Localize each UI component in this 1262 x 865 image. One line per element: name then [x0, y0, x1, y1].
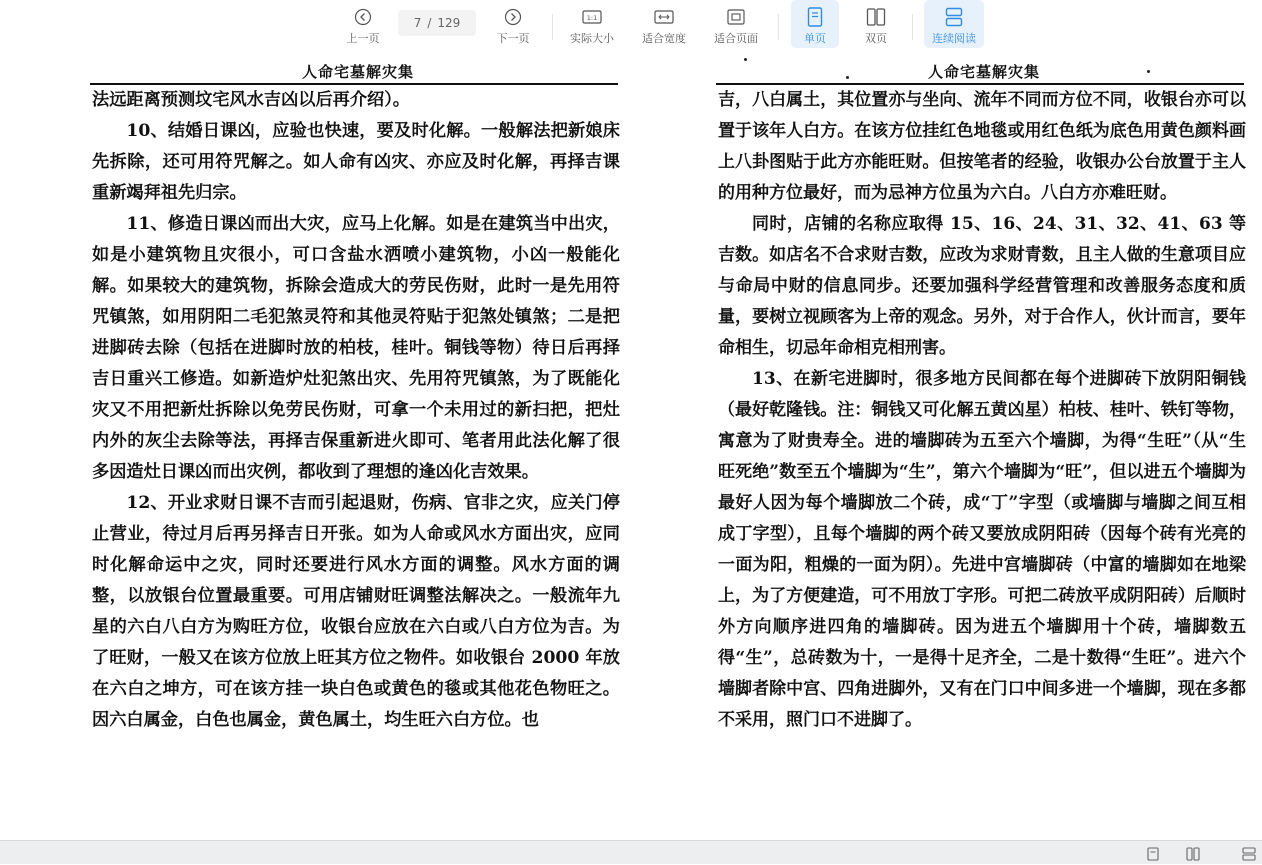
fit-page-button[interactable]	[708, 6, 764, 48]
paragraph: 吉，八白属土，其位置亦与坐向、流年不同而方位不同，收银台亦可以置于该年人白方。在该方位挂红色地毯或用红色纸为底色用黄色颜料画上八卦图贴于此方亦能旺财。但按笔者的经验，收银办公台放置于主人的用种方位最好，而为忌神方位虽为六白。八白方亦难旺财。	[718, 90, 1246, 203]
current-page-number[interactable]: 7	[413, 16, 422, 30]
scan-speck	[744, 58, 747, 61]
paragraph: 12、开业求财日课不吉而引起退财，伤病、官非之灾，应关门停止营业，待过月后再另择吉日开张。如为人命或风水方面出灾，应同时化解命运中之灾，同时还要进行风水方面的调整。风水方面的调整，以放银台位置最重要。可用店铺财旺调整法解决之。一般流年九星的六白八白方为购旺方位，收银台应放在六白或八白方位为吉。为了旺财，一般又在该方位放上旺其方位之物件。如收银台 2000 年放在六白之坤方，可在该方挂一块白色或黄色的毯或其他花色物旺之。因六白属金，白色也属金，黄色属土，均生旺六白方位。也	[92, 493, 620, 730]
toolbar-divider	[778, 14, 779, 40]
prev-page-button[interactable]	[340, 6, 386, 48]
continuous-scroll-icon	[945, 6, 963, 28]
single-page-button[interactable]	[791, 0, 839, 48]
running-header: 人命宅墓解灾集	[301, 63, 414, 81]
page-indicator[interactable]	[398, 10, 476, 36]
actual-size-icon-glyph: 1:1	[586, 14, 598, 22]
scan-speck	[846, 76, 849, 79]
fit-page-label: 适合页面	[714, 32, 758, 45]
toolbar-divider	[912, 14, 913, 40]
page-body	[714, 85, 1254, 736]
total-pages: 129	[437, 16, 461, 30]
double-page-label: 双页	[865, 32, 887, 45]
double-page-mini-icon[interactable]	[1186, 846, 1200, 860]
viewer-toolbar	[0, 0, 1262, 56]
page-separator: /	[427, 16, 432, 30]
document-page-left	[88, 56, 628, 840]
chevron-left-circle-icon	[354, 6, 372, 28]
actual-size-icon	[582, 6, 602, 28]
next-page-label: 下一页	[496, 32, 530, 45]
scan-speck	[1147, 70, 1150, 73]
double-page-icon	[866, 6, 886, 28]
actual-size-label: 实际大小	[570, 32, 614, 45]
prev-page-label: 上一页	[346, 32, 380, 45]
next-page-button[interactable]	[490, 6, 536, 48]
page-body	[88, 85, 628, 736]
paragraph: 11、修造日课凶而出大灾，应马上化解。如是在建筑当中出灾，如是小建筑物且灾很小，可口含盐水洒喷小建筑物，小凶一般能化解。如果较大的建筑物，拆除会造成大的劳民伤财，此时一是先用符咒镇煞，如用阴阳二毛犯煞灵符和其他灵符贴于犯煞处镇煞；二是把进脚砖去除（包括在进脚时放的柏枝，桂叶。铜钱等物）待日后再择吉日重兴工修造。如新造炉灶犯煞出灾、先用符咒镇煞，为了既能化灾又不用把新灶拆除以免劳民伤财，可拿一个未用过的新扫把，把灶内外的灰尘去除等法，再择吉保重新进火即可、笔者用此法化解了很多因造灶日课凶而出灾例，都收到了理想的逢凶化吉效果。	[92, 214, 620, 482]
paragraph: 10、结婚日课凶，应验也快速，要及时化解。一般解法把新娘床先拆除，还可用符咒解之。如人命有凶灾、亦应及时化解，再择吉课重新竭拜祖先归宗。	[92, 121, 620, 203]
continuous-reading-button[interactable]	[924, 0, 984, 48]
fit-width-button[interactable]	[636, 6, 692, 48]
single-page-mini-icon[interactable]	[1146, 846, 1160, 860]
fit-width-icon	[654, 6, 674, 28]
fit-page-icon	[726, 6, 746, 28]
single-page-icon	[807, 6, 823, 28]
paragraph: 13、在新宅进脚时，很多地方民间都在每个进脚砖下放阴阳铜钱（最好乾隆钱。注：铜钱又可化解五黄凶星）柏枝、桂叶、铁钉等物，寓意为了财贵寿全。进的墙脚砖为五至六个墙脚，为得“生旺”（从“生旺死绝”数至五个墙脚为“生”，第六个墙脚为“旺”，但以进五个墙脚为最好人因为每个墙脚放二个砖，成“丁”字型（或墙脚与墙脚之间互相成丁字型），且每个墙脚的两个砖又要放成阴阳砖（因每个砖有光亮的一面为阳，粗燥的一面为阴）。先进中宫墙脚砖（中富的墙脚如在地梁上，为了方便建造，可不用放丁字形。可把二砖放平成阴阳砖）后顺时外方向顺序进四角的墙脚砖。因为进五个墙脚用十个砖，墙脚数五得“生”，总砖数为十，一是得十足齐全，二是十数得“生旺”。进六个墙脚者除中宫、四角进脚外，又有在门口中间多进一个墙脚，现在多都不采用，照门口不进脚了。	[718, 369, 1246, 730]
single-page-label: 单页	[804, 32, 826, 45]
document-page-right	[714, 56, 1254, 840]
continuous-mini-icon[interactable]	[1242, 846, 1256, 860]
double-page-button[interactable]	[852, 6, 900, 48]
paragraph: 法远距离预测坟宅风水吉凶以后再介绍）。	[92, 90, 410, 110]
running-header: 人命宅墓解灾集	[927, 63, 1040, 81]
toolbar-divider	[552, 14, 553, 40]
bottom-status-bar	[0, 840, 1262, 864]
chevron-right-circle-icon	[504, 6, 522, 28]
continuous-reading-label: 连续阅读	[932, 32, 976, 45]
fit-width-label: 适合宽度	[642, 32, 686, 45]
actual-size-button[interactable]	[564, 6, 620, 48]
paragraph: 同时，店铺的名称应取得 15、16、24、31、32、41、63 等吉数。如店名不合求财吉数，应改为求财青数，且主人做的生意项目应与命局中财的信息同步。还要加强科学经营管理和改善服务态度和质量，要树立视顾客为上帝的观念。另外，对于合作人，伙计而言，要年命相生，切忌年命相克相刑害。	[718, 214, 1246, 358]
